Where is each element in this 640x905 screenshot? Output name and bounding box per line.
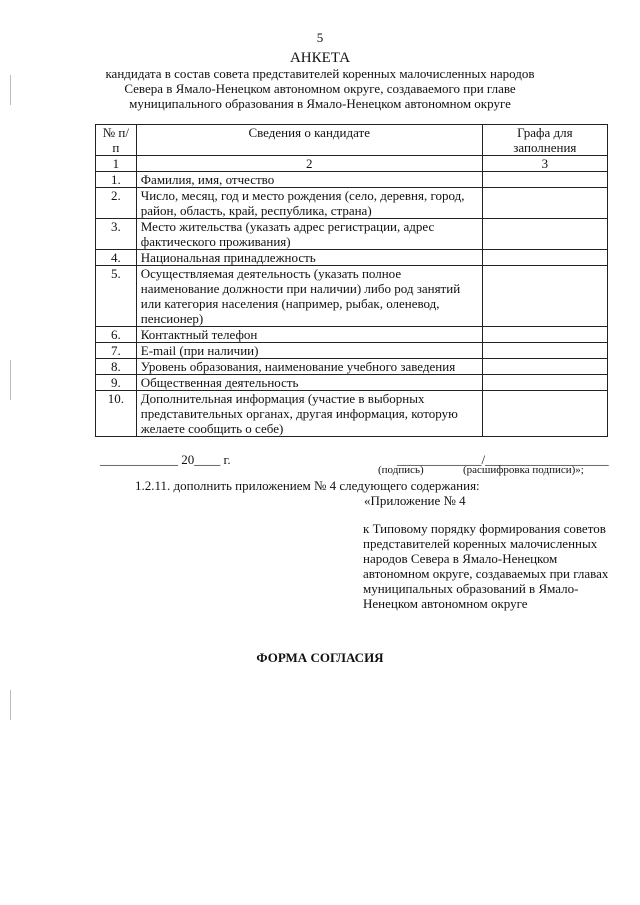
row-number: 2. <box>96 188 137 219</box>
row-number: 4. <box>96 250 137 266</box>
row-fill-cell[interactable] <box>482 188 607 219</box>
row-info: E-mail (при наличии) <box>136 343 482 359</box>
row-fill-cell[interactable] <box>482 343 607 359</box>
index-cell-2: 2 <box>136 156 482 172</box>
row-fill-cell[interactable] <box>482 219 607 250</box>
row-number: 8. <box>96 359 137 375</box>
table-row <box>96 188 608 219</box>
margin-mark-3 <box>10 690 11 720</box>
row-number: 3. <box>96 219 137 250</box>
signature-caption: (подпись) <box>378 464 424 476</box>
document-subtitle: кандидата в состав совета представителей коренных малочисленных народов Севера в Ямало-Ненецком автономном округе, создаваемого при главе муниципального образования в Ямало-Ненецком автономном округе <box>105 66 535 111</box>
table-row <box>96 359 608 375</box>
row-fill-cell[interactable] <box>482 327 607 343</box>
row-fill-cell[interactable] <box>482 172 607 188</box>
table-row <box>96 343 608 359</box>
row-info: Осуществляемая деятельность (указать полное наименование должности при наличии) либо род занятий или категория населения (например, рыбак, оленевод, пенсионер) <box>136 266 482 327</box>
amendment-text: 1.2.11. дополнить приложением № 4 следующего содержания: <box>135 478 480 493</box>
row-info: Контактный телефон <box>136 327 482 343</box>
table-row <box>96 266 608 327</box>
table-body <box>96 172 608 437</box>
table-row <box>96 391 608 437</box>
header-info: Сведения о кандидате <box>136 125 482 156</box>
index-cell-1: 1 <box>96 156 137 172</box>
table-row <box>96 219 608 250</box>
margin-mark-2 <box>10 360 11 400</box>
header-number: № п/п <box>96 125 137 156</box>
margin-mark-1 <box>10 75 11 105</box>
row-number: 6. <box>96 327 137 343</box>
appendix-title: «Приложение № 4 <box>364 493 466 508</box>
row-number: 10. <box>96 391 137 437</box>
table-row <box>96 172 608 188</box>
table-header-row <box>96 125 608 156</box>
document-title: АНКЕТА <box>289 50 351 66</box>
row-info: Дополнительная информация (участие в выборных представительных органах, другая информация, которую желаете сообщить о себе) <box>136 391 482 437</box>
row-info: Число, месяц, год и место рождения (село, деревня, город, район, область, край, республика, страна) <box>136 188 482 219</box>
row-info: Место жительства (указать адрес регистрации, адрес фактического проживания) <box>136 219 482 250</box>
index-cell-3: 3 <box>482 156 607 172</box>
row-number: 5. <box>96 266 137 327</box>
row-info: Общественная деятельность <box>136 375 482 391</box>
row-number: 7. <box>96 343 137 359</box>
row-fill-cell[interactable] <box>482 391 607 437</box>
row-number: 1. <box>96 172 137 188</box>
appendix-description: к Типовому порядку формирования советов представителей коренных малочисленных народов Севера в Ямало-Ненецком автономном округе, создаваемых при главах муниципальных образований в Ямало-Ненецком автономном округе <box>363 521 609 611</box>
row-info: Фамилия, имя, отчество <box>136 172 482 188</box>
table-row <box>96 375 608 391</box>
header-fill: Графа для заполнения <box>482 125 607 156</box>
table-row <box>96 250 608 266</box>
signature-decode-caption: (расшифровка подписи)»; <box>463 464 584 476</box>
row-fill-cell[interactable] <box>482 359 607 375</box>
table-index-row <box>96 156 608 172</box>
page-number: 5 <box>316 30 324 45</box>
row-fill-cell[interactable] <box>482 375 607 391</box>
signature-line: _____________/___________________ <box>397 452 609 467</box>
table-row <box>96 327 608 343</box>
row-number: 9. <box>96 375 137 391</box>
candidate-table <box>95 124 608 437</box>
consent-form-heading: ФОРМА СОГЛАСИЯ <box>256 650 384 665</box>
row-fill-cell[interactable] <box>482 266 607 327</box>
row-fill-cell[interactable] <box>482 250 607 266</box>
row-info: Уровень образования, наименование учебного заведения <box>136 359 482 375</box>
date-line: ____________ 20____ г. <box>100 452 231 467</box>
row-info: Национальная принадлежность <box>136 250 482 266</box>
